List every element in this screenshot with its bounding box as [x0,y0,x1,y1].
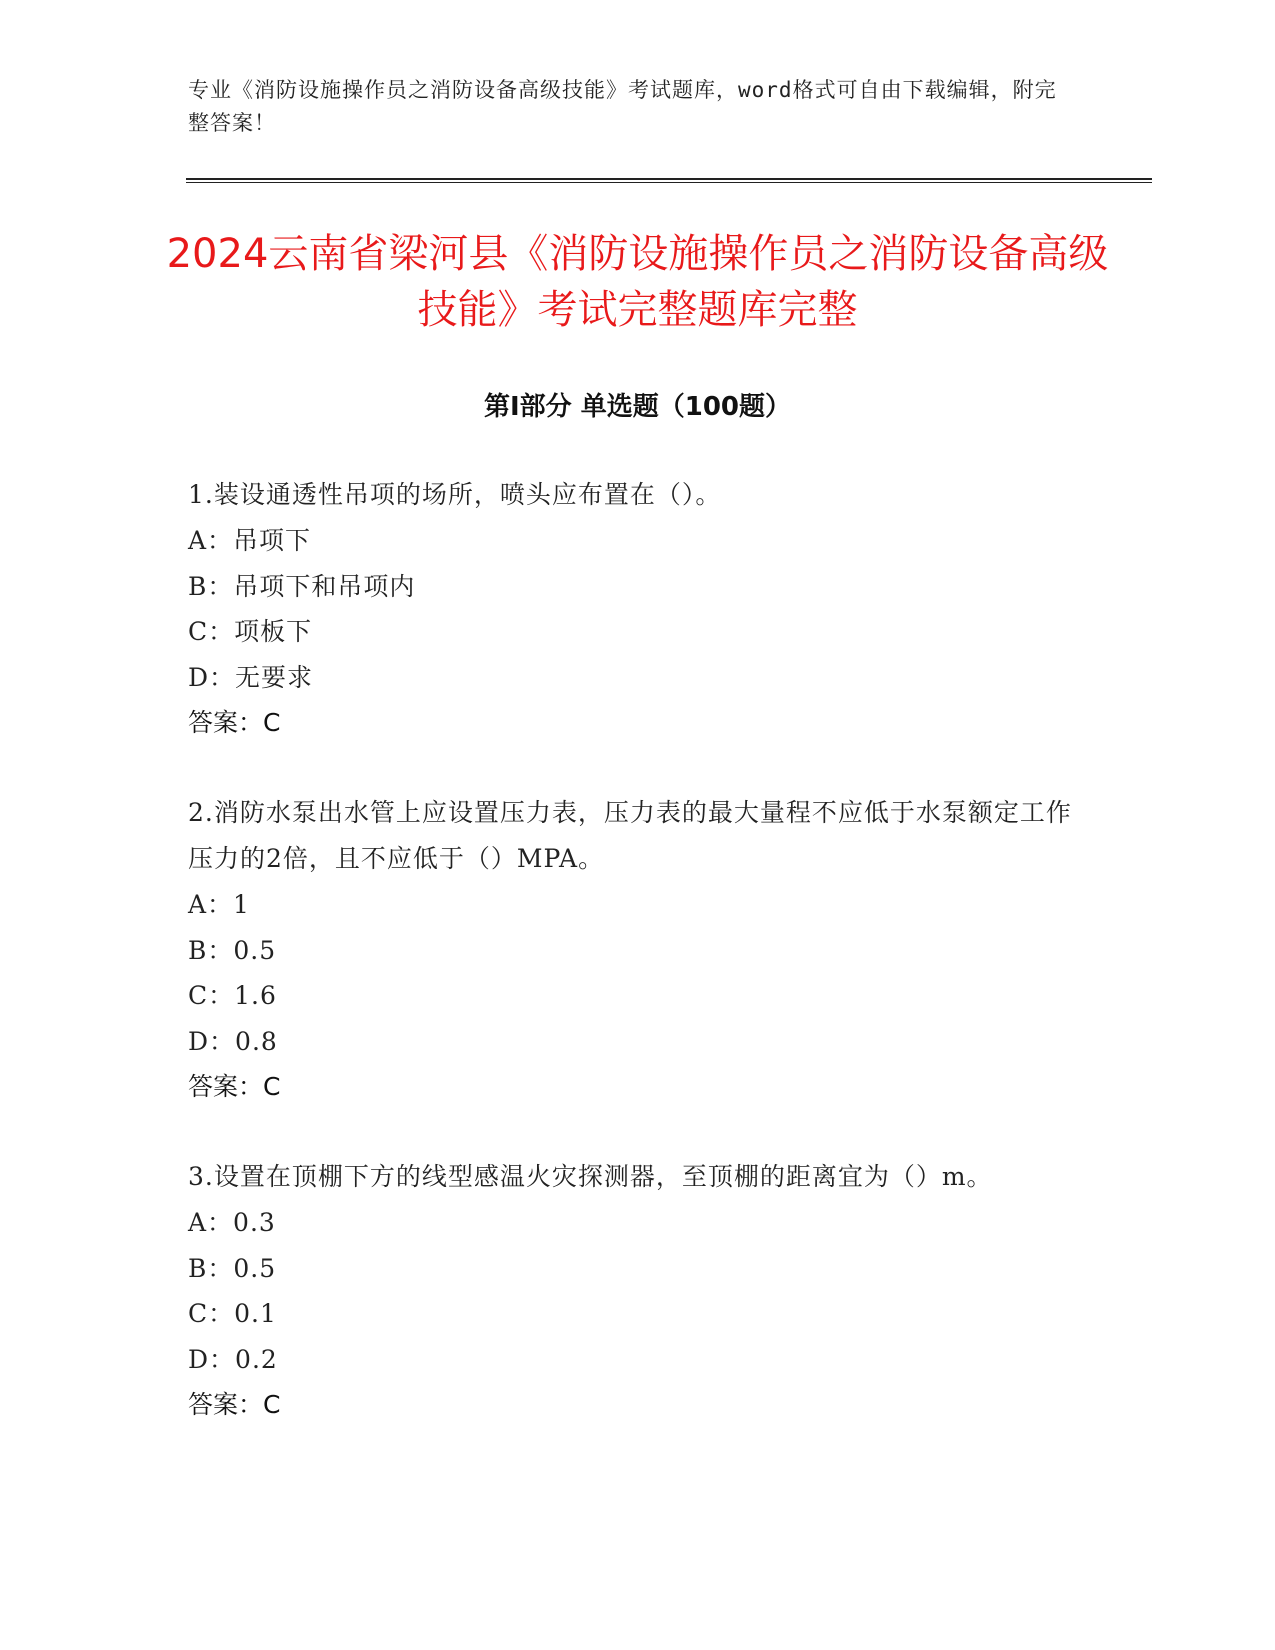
option-a: A：吊项下 [188,526,312,555]
option-d: D：0.2 [188,1344,278,1374]
option-b: B：0.5 [188,935,277,965]
option-c: C：0.1 [188,1299,277,1328]
document-title: 2024云南省梁河县《消防设施操作员之消防设备高级技能》考试完整题库完整 [166,231,1109,333]
header-divider [186,178,1152,180]
option-a: A：0.3 [188,1208,276,1237]
question-stem: 1.装设通透性吊项的场所，喷头应布置在（）。 [188,480,722,509]
option-d: D：无要求 [188,662,314,692]
option-c: C：项板下 [188,617,313,646]
option-a: A：1 [188,890,250,919]
question-stem: 2.消防水泵出水管上应设置压力表，压力表的最大量程不应低于水泵额定工作压力的2倍，且不应低于（）MPA。 [188,798,1072,873]
option-c: C：1.6 [188,981,277,1010]
option-d: D：0.8 [188,1026,278,1056]
section-title: 第Ⅰ部分 单选题（100题） [484,392,791,422]
answer: 答案：C [188,1072,281,1101]
header-note: 专业《消防设施操作员之消防设备高级技能》考试题库，word格式可自由下载编辑，附完整答案！ [188,78,1057,135]
question-3 [188,1154,1088,1427]
answer: 答案：C [188,708,281,737]
question-1 [188,472,1088,745]
option-b: B：吊项下和吊项内 [188,571,416,601]
answer: 答案：C [188,1390,281,1419]
question-2 [188,790,1088,1109]
option-b: B：0.5 [188,1253,277,1283]
question-stem: 3.设置在顶棚下方的线型感温火灾探测器，至顶棚的距离宜为（）m。 [188,1162,993,1191]
header-divider-thin [186,182,1152,183]
